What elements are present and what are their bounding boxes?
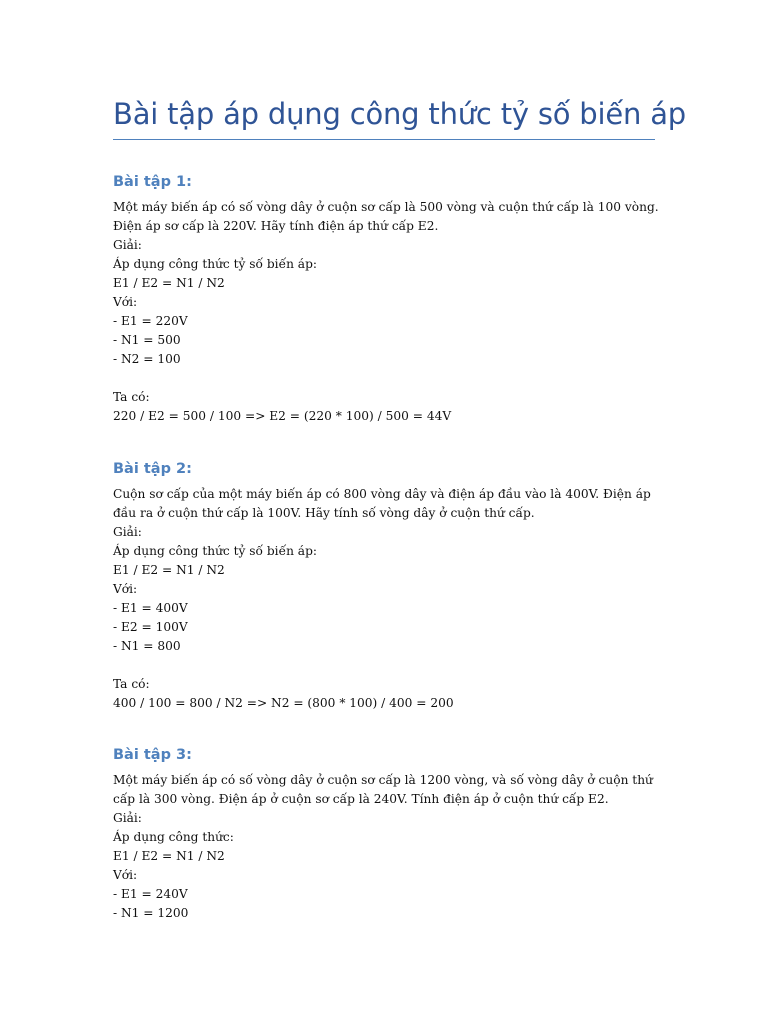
result-label: Ta có:	[113, 390, 150, 404]
result-line: 400 / 100 = 800 / N2 => N2 = (800 * 100) / 400 = 200	[113, 696, 454, 710]
problem-line: Điện áp sơ cấp là 220V. Hãy tính điện áp thứ cấp E2.	[113, 219, 439, 233]
exercise-2-heading: Bài tập 2:	[113, 461, 192, 477]
given-item: - E1 = 220V	[113, 314, 188, 328]
result-label: Ta có:	[113, 677, 150, 691]
with-label: Với:	[113, 582, 138, 596]
formula: E1 / E2 = N1 / N2	[113, 563, 225, 577]
given-item: - E2 = 100V	[113, 620, 188, 634]
problem-line: Cuộn sơ cấp của một máy biến áp có 800 vòng dây và điện áp đầu vào là 400V. Điện áp	[113, 487, 651, 501]
formula: E1 / E2 = N1 / N2	[113, 849, 225, 863]
exercise-1-heading: Bài tập 1:	[113, 174, 192, 190]
problem-line: cấp là 300 vòng. Điện áp ở cuộn sơ cấp là 240V. Tính điện áp ở cuộn thứ cấp E2.	[113, 792, 609, 806]
exercise-3-heading: Bài tập 3:	[113, 747, 192, 763]
title-underline	[113, 139, 655, 140]
problem-line: đầu ra ở cuộn thứ cấp là 100V. Hãy tính số vòng dây ở cuộn thứ cấp.	[113, 506, 535, 520]
problem-line: Một máy biến áp có số vòng dây ở cuộn sơ cấp là 500 vòng và cuộn thứ cấp là 100 vòng.	[113, 200, 659, 214]
with-label: Với:	[113, 868, 138, 882]
given-item: - N1 = 500	[113, 333, 181, 347]
exercise-1	[113, 172, 673, 426]
result-line: 220 / E2 = 500 / 100 => E2 = (220 * 100) / 500 = 44V	[113, 409, 452, 423]
solution-label: Giải:	[113, 811, 142, 825]
solution-label: Giải:	[113, 238, 142, 252]
apply-text: Áp dụng công thức tỷ số biến áp:	[113, 257, 317, 271]
problem-line: Một máy biến áp có số vòng dây ở cuộn sơ cấp là 1200 vòng, và số vòng dây ở cuộn thứ	[113, 773, 653, 787]
given-item: - E1 = 400V	[113, 601, 188, 615]
given-item: - N1 = 1200	[113, 906, 189, 920]
with-label: Với:	[113, 295, 138, 309]
spacer	[113, 369, 673, 388]
given-item: - N2 = 100	[113, 352, 181, 366]
apply-text: Áp dụng công thức tỷ số biến áp:	[113, 544, 317, 558]
exercise-2	[113, 459, 673, 713]
spacer	[113, 656, 673, 675]
solution-label: Giải:	[113, 525, 142, 539]
exercise-3	[113, 745, 673, 923]
apply-text: Áp dụng công thức:	[113, 830, 234, 844]
given-item: - N1 = 800	[113, 639, 181, 653]
formula: E1 / E2 = N1 / N2	[113, 276, 225, 290]
given-item: - E1 = 240V	[113, 887, 188, 901]
document-title: Bài tập áp dụng công thức tỷ số biến áp	[113, 97, 686, 131]
